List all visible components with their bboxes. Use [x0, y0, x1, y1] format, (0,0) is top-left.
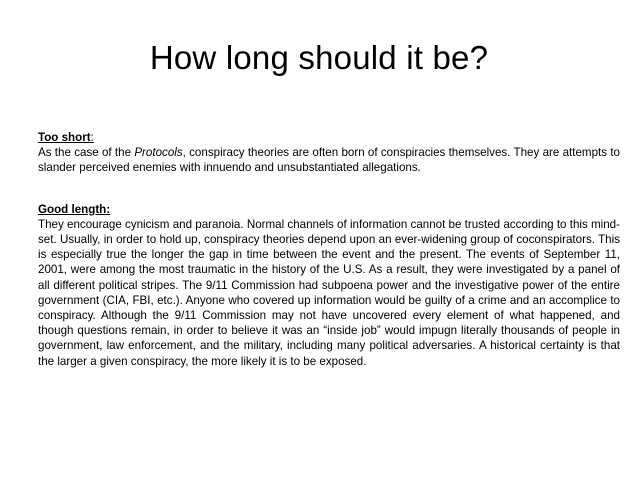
good-length-heading: Good length: [38, 202, 111, 216]
too-short-text-end: , conspiracy theories are often born of conspiracies themselves. They are attempts to slander perceived enemies with innuendo and unsubstantiated allegations. [38, 146, 621, 175]
section-spacer [38, 176, 620, 202]
slide-content [38, 130, 620, 369]
good-length-paragraph: They encourage cynicism and paranoia. Normal channels of information cannot be trusted according to this mind-set. Usually, in order to hold up, conspiracy theories depend upon an ever-widening group of coconspirators. This is especially true the longer the gap in time between the event and the present. The events of September 11, 2001, were among the most traumatic in the history of the U.S. As a result, they were investigated by a panel of all different political stripes. The 9/11 Commission had subpoena power and the investigative power of the entire government (CIA, FBI, etc.). Anyone who covered up information would be guilty of a crime and an accomplice to conspiracy. Although the 9/11 Commission may not have uncovered every element of what happened, and though questions remain, in order to believe it was an “inside job” would impugn literally thousands of people in government, law enforcement, and the military, including many political adversaries. A historical certainty is that the larger a given conspiracy, the more likely it is to be exposed. [38, 217, 620, 368]
protocols-italic: Protocols [134, 146, 183, 160]
too-short-heading-colon: : [90, 131, 94, 144]
too-short-paragraph [38, 145, 620, 175]
too-short-heading-label: Too short [38, 131, 91, 144]
too-short-text-start: As the case of the [38, 146, 135, 160]
too-short-heading [38, 130, 620, 145]
slide-title: How long should it be? [149, 39, 489, 76]
